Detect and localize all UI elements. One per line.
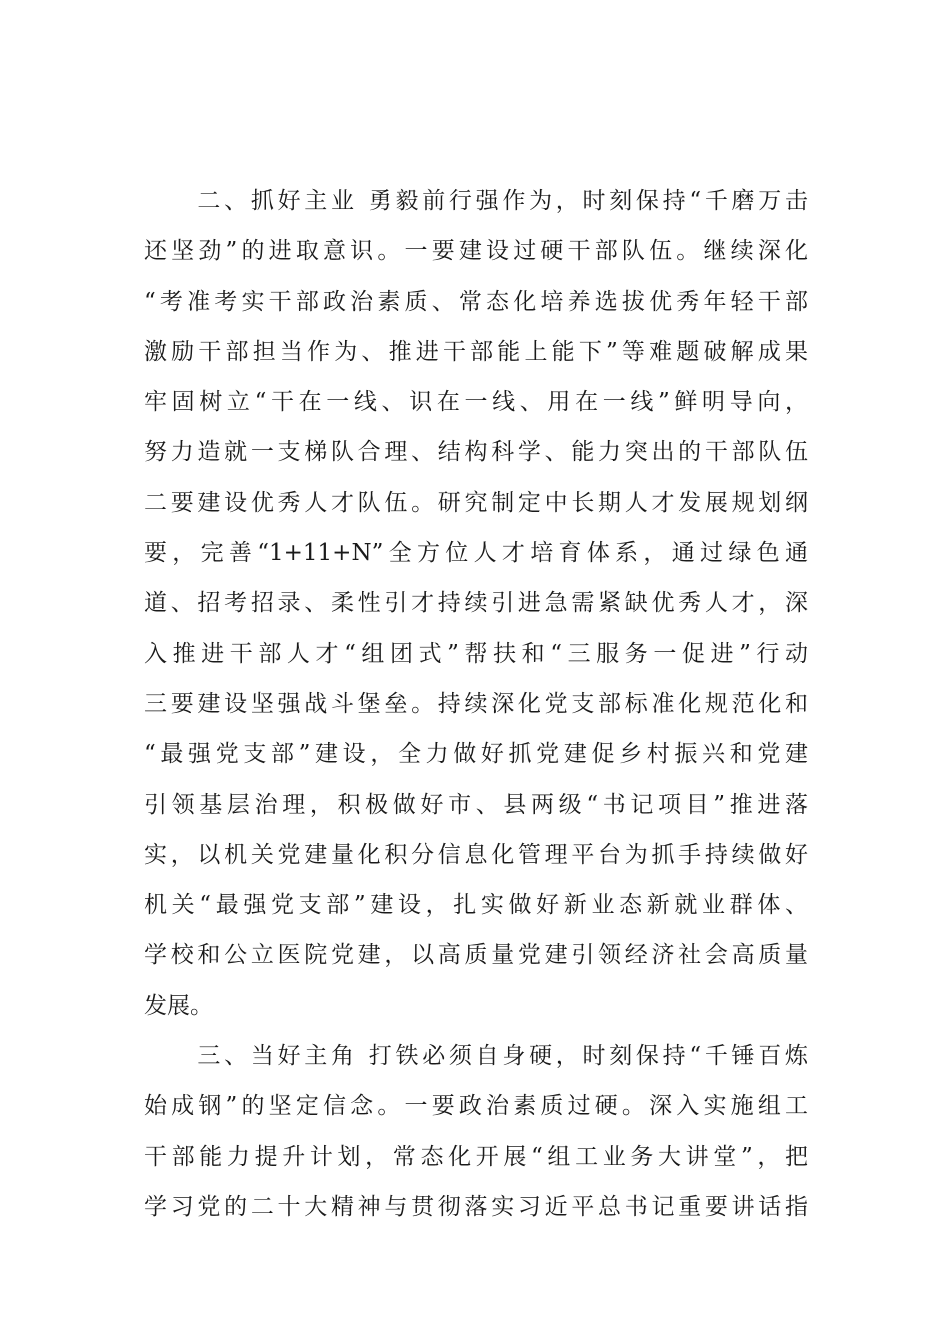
text-line: 学习党的二十大精神与贯彻落实习近平总书记重要讲话指 <box>144 1193 808 1220</box>
text-line: “最强党支部”建设，全力做好抓党建促乡村振兴和党建 <box>144 741 808 768</box>
body-text <box>144 176 808 1232</box>
text-line: 要，完善“1+11+N”全方位人才培育体系，通过绿色通 <box>144 540 808 567</box>
text-line: 激励干部担当作为、推进干部能上能下”等难题破解成果 <box>144 338 808 365</box>
text-line: 三、当好主角 打铁必须自身硬，时刻保持“千锤百炼 <box>144 1043 808 1070</box>
text-line: 入推进干部人才“组团式”帮扶和“三服务一促进”行动 <box>144 640 808 667</box>
text-line: 牢固树立“干在一线、识在一线、用在一线”鲜明导向， <box>144 389 808 416</box>
text-line: 实，以机关党建量化积分信息化管理平台为抓手持续做好 <box>144 841 808 868</box>
text-line: 机关“最强党支部”建设，扎实做好新业态新就业群体、 <box>144 892 808 919</box>
text-line: 二要建设优秀人才队伍。研究制定中长期人才发展规划纲 <box>144 489 808 516</box>
text-line: 道、招考招录、柔性引才持续引进急需紧缺优秀人才，深 <box>144 590 808 617</box>
text-line: 始成钢”的坚定信念。一要政治素质过硬。深入实施组工 <box>144 1093 808 1120</box>
text-line: 三要建设坚强战斗堡垒。持续深化党支部标准化规范化和 <box>144 690 808 717</box>
text-line: 发展。 <box>144 992 213 1019</box>
text-line: 努力造就一支梯队合理、结构科学、能力突出的干部队伍 <box>144 439 808 466</box>
text-line: 引领基层治理，积极做好市、县两级“书记项目”推进落 <box>144 791 808 818</box>
text-line: 干部能力提升计划，常态化开展“组工业务大讲堂”，把 <box>144 1143 808 1170</box>
text-line: 学校和公立医院党建，以高质量党建引领经济社会高质量 <box>144 942 808 969</box>
text-line: 二、抓好主业 勇毅前行强作为，时刻保持“千磨万击 <box>144 188 808 214</box>
text-line: 还坚劲”的进取意识。一要建设过硬干部队伍。继续深化 <box>144 238 808 265</box>
text-line: “考准考实干部政治素质、常态化培养选拔优秀年轻干部 <box>144 288 808 315</box>
